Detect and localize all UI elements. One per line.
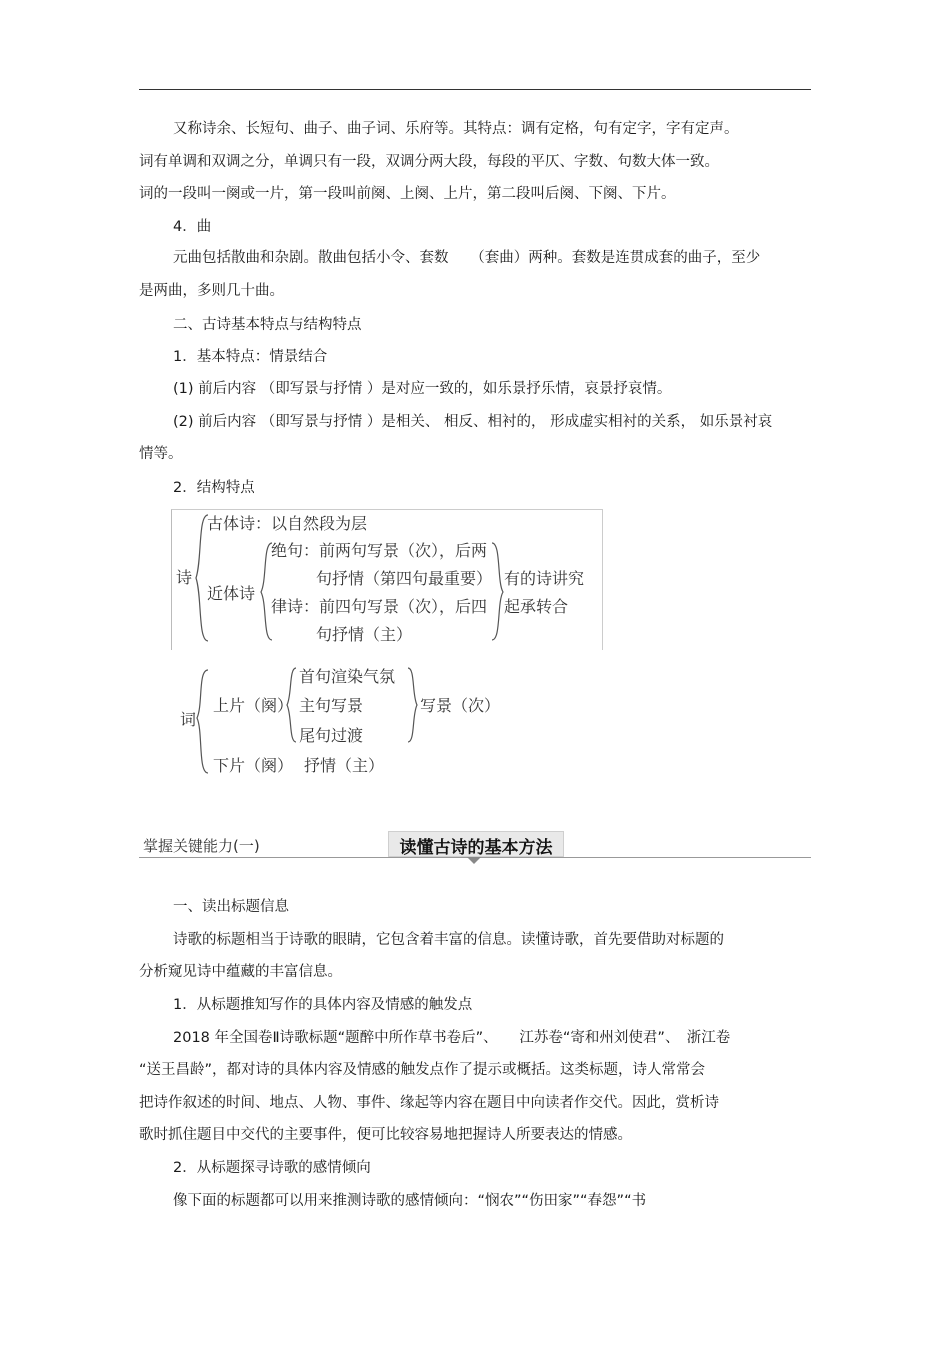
diagram-lvshi-2: 句抒情（主） <box>316 625 413 644</box>
banner-pointer-icon <box>467 857 481 864</box>
paragraph-ci-names: 又称诗余、长短句、曲子、曲子词、乐府等。其特点：调有定格，句有定字，字有定声。 <box>173 121 739 137</box>
paragraph-example-1: 2018 年全国卷Ⅱ诗歌标题“题醉中所作草书卷后”、 江苏卷“寄和州刘使君”、 浙江卷 <box>173 1030 731 1046</box>
diagram-root-ci: 词 <box>180 710 197 729</box>
paragraph-qu-1: 元曲包括散曲和杂剧。散曲包括小令、套数 （套曲）两种。套数是连贯成套的曲子，至少 <box>173 250 761 266</box>
list-item-1: (1) 前后内容 （即写景与抒情 ）是对应一致的，如乐景抒乐情，哀景抒哀情。 <box>173 381 672 397</box>
diagram-jueju-2: 句抒情（第四句最重要） <box>316 569 493 588</box>
paragraph-example-3: 把诗作叙述的时间、地点、人物、事件、缘起等内容在题目中向读者作交代。因此，赏析诗 <box>139 1095 719 1111</box>
diagram-note-1: 有的诗讲究 <box>504 569 585 588</box>
paragraph-qu-2: 是两曲，多则几十曲。 <box>139 283 284 299</box>
banner-title: 读懂古诗的基本方法 <box>399 838 553 858</box>
paragraph-emotion: 像下面的标题都可以用来推测诗歌的感情倾向：“悯农”“伤田家”“春怨”“书 <box>173 1193 647 1209</box>
paragraph-ci-types: 词有单调和双调之分，单调只有一段，双调分两大段，每段的平仄、字数、句数大体一致。 <box>139 154 719 170</box>
diagram-zhuju: 主句写景 <box>299 696 364 715</box>
diagram-shuqing: 抒情（主） <box>304 756 385 775</box>
diagram-jueju-1: 绝句：前两句写景（次），后两 <box>271 541 488 560</box>
paragraph-example-2: “送王昌龄”，都对诗的具体内容及情感的触发点作了提示或概括。这类标题，诗人常常会 <box>139 1062 706 1078</box>
paragraph-title-2: 分析窥见诗中蕴藏的丰富信息。 <box>139 964 342 980</box>
diagram-shouju: 首句渲染气氛 <box>299 667 396 686</box>
heading-structure: 2．结构特点 <box>173 480 255 496</box>
heading-section-two: 二、古诗基本特点与结构特点 <box>173 317 362 333</box>
paragraph-title-1: 诗歌的标题相当于诗歌的眼睛，它包含着丰富的信息。读懂诗歌，首先要借助对标题的 <box>173 932 724 948</box>
banner-label: 掌握关键能力(一) <box>143 837 260 855</box>
diagram-xiapian: 下片（阕） <box>213 756 294 775</box>
diagram-jintishi: 近体诗 <box>207 584 256 603</box>
diagram-lvshi-1: 律诗：前四句写景（次），后四 <box>271 597 488 616</box>
heading-infer-content: 1．从标题推知写作的具体内容及情感的触发点 <box>173 997 473 1013</box>
list-item-2a: (2) 前后内容 （即写景与抒情 ）是相关、 相反、相衬的， 形成虚实相衬的关系， 如乐景衬哀 <box>173 414 773 430</box>
diagram-note-2: 起承转合 <box>504 597 569 616</box>
diagram-gutishi: 古体诗：以自然段为层 <box>207 514 368 533</box>
list-item-2b: 情等。 <box>139 446 183 462</box>
diagram-xiejing: 写景（次） <box>420 696 501 715</box>
paragraph-ci-sections: 词的一段叫一阕或一片，第一段叫前阕、上阕、上片，第二段叫后阕、下阕、下片。 <box>139 186 676 202</box>
diagram-shangpian: 上片（阕） <box>213 696 294 715</box>
heading-basic-features: 1．基本特点：情景结合 <box>173 349 328 365</box>
diagram-root-poem: 诗 <box>176 568 193 587</box>
paragraph-example-4: 歌时抓住题目中交代的主要事件，便可比较容易地把握诗人所要表达的情感。 <box>139 1127 632 1143</box>
heading-qu: 4．曲 <box>173 219 212 235</box>
heading-read-title: 一、读出标题信息 <box>173 899 289 915</box>
diagram-weiju: 尾句过渡 <box>299 726 364 745</box>
heading-emotion: 2．从标题探寻诗歌的感情倾向 <box>173 1160 371 1176</box>
